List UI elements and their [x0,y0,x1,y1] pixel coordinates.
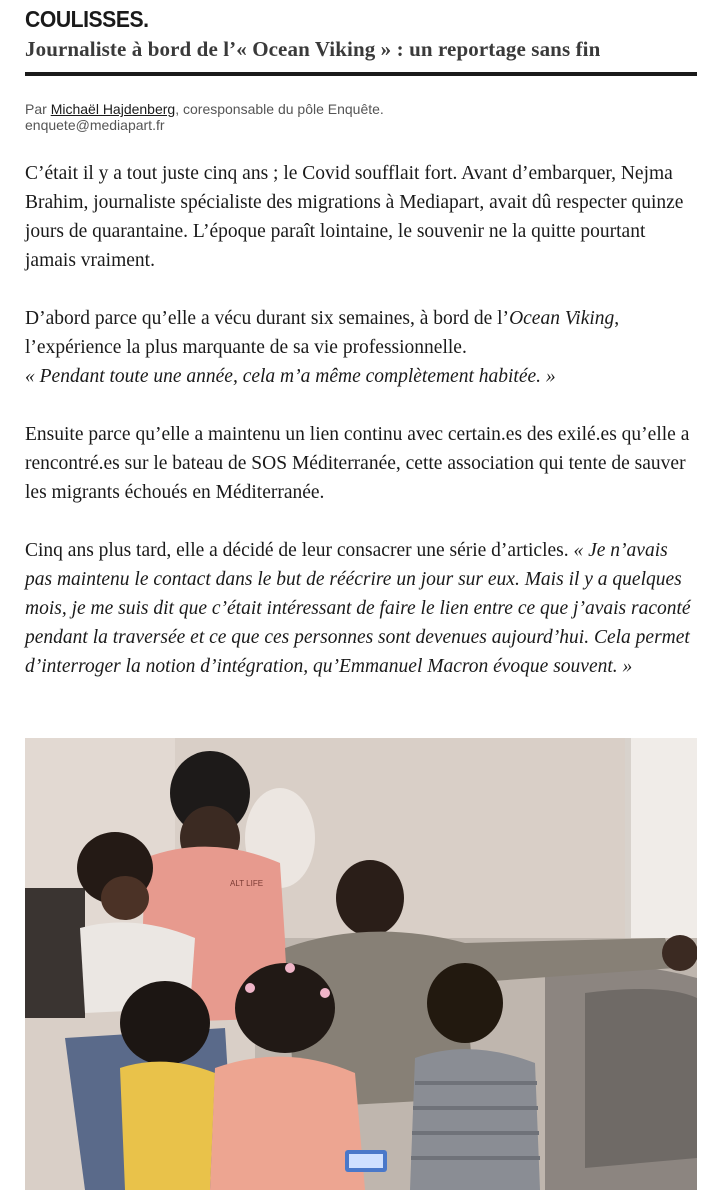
article-kicker: COULISSES. [25,6,149,32]
photo-shelf [25,888,85,1018]
photo-girl2-head [235,963,335,1053]
byline-line [25,101,697,117]
byline-prefix: Par [25,101,51,117]
byline [25,101,697,133]
photo-girl2-top [210,1057,365,1190]
photo-shirt-text: ALT LIFE [230,879,264,888]
paragraph-2-text-b: , l’expérience la plus marquante de sa vie professionnelle. [25,308,620,358]
photo-boy-shirt [410,1049,540,1190]
headline-divider [25,72,697,76]
article-photo[interactable] [25,738,697,1190]
paragraph-4-text: Cinq ans plus tard, elle a décidé de leur consacrer une série d’articles. [25,540,574,561]
photo-boy-head [427,963,503,1043]
author-link[interactable]: Michaël Hajdenberg [50,101,176,117]
article-body [25,159,697,681]
article-container [25,0,697,710]
paragraph-4 [25,536,697,681]
byline-role: , coresponsable du pôle Enquête. [175,101,384,117]
paragraph-2 [25,304,697,391]
ship-name: Ocean Viking [509,308,615,329]
paragraph-2-quote: « Pendant toute une année, cela m’a même complètement habitée. » [25,366,556,387]
byline-email[interactable]: enquete@mediapart.fr [25,117,165,133]
paragraph-3: Ensuite parce qu’elle a maintenu un lien continu avec certain.es des exilé.es qu’elle a rencontré.es sur le bateau de SOS Méditerranée, cette association qui tente de sauver les migrants échoués en Méditerranée. [25,424,690,503]
photo-girl1-top [120,1062,215,1190]
article-headline[interactable]: Journaliste à bord de l’« Ocean Viking » : un reportage sans fin [25,37,601,61]
paragraph-2-text-a: D’abord parce qu’elle a vécu durant six semaines, à bord de l’ [25,308,510,329]
paragraph-4-quote: « Je n’avais pas maintenu le contact dans le but de réécrire un jour sur eux. Mais il y a quelques mois, je me suis dit que c’était intéressant de faire le lien entre ce que j’avais raconté pendant la traversée et ce que ces personnes sont devenues aujourd’hui. Cela permet d’interroger la notion d’intégration, qu’Emmanuel Macron évoque souvent. » [25,540,691,677]
family-photo-illustration [25,738,697,1190]
photo-man-head [336,860,404,936]
photo-girl1-head [120,981,210,1065]
paragraph-1: C’était il y a tout juste cinq ans ; le Covid soufflait fort. Avant d’embarquer, Nejma Brahim, journaliste spécialiste des migrations à Mediapart, avait dû respecter quinze jours de quarantaine. L’époque paraît lointaine, le souvenir ne la quitte pourtant jamais vraiment. [25,163,684,271]
